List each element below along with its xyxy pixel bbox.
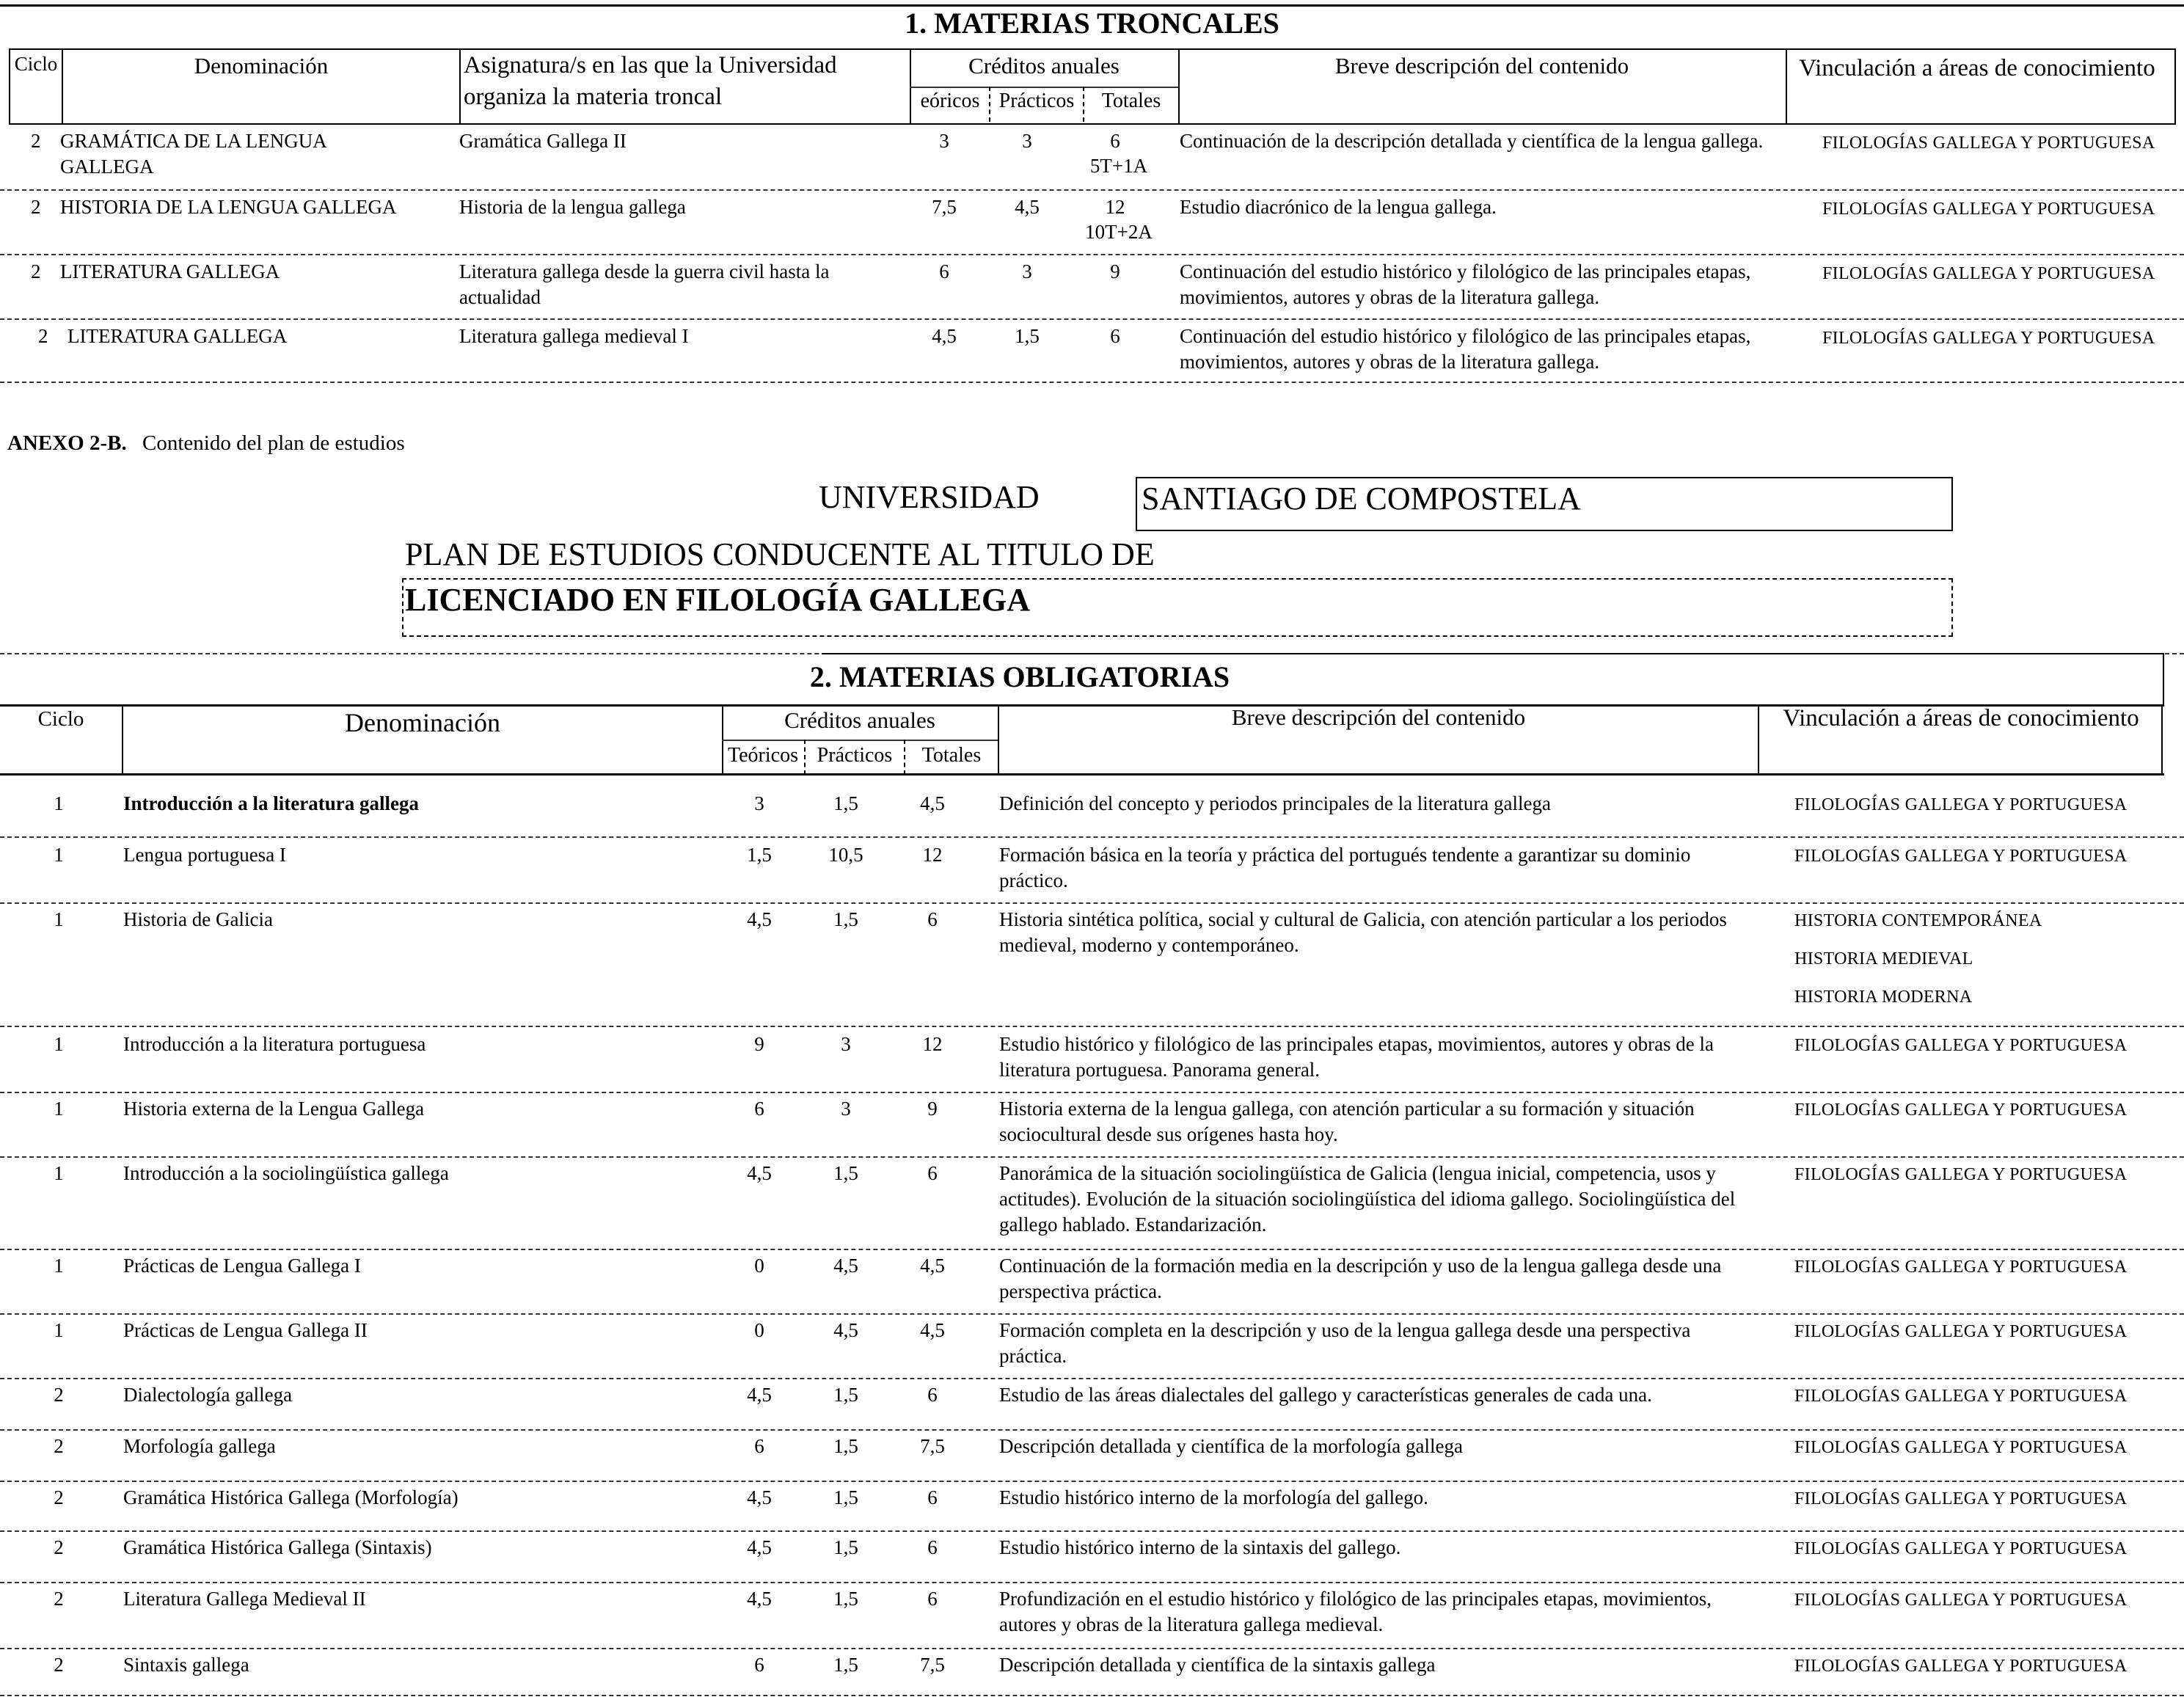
row-practicos: 1,5 <box>833 1536 858 1558</box>
anexo-line <box>7 431 405 456</box>
row-ciclo: 2 <box>54 1536 64 1558</box>
row-divider <box>0 836 2184 838</box>
row-ciclo: 1 <box>54 844 64 866</box>
table-row <box>0 904 2184 1026</box>
row-totales: 6 <box>927 1536 938 1558</box>
row-denominacion: Prácticas de Lengua Gallega I <box>123 1255 361 1277</box>
row-ciclo: 1 <box>54 908 64 930</box>
row-totales: 6 <box>1110 130 1120 152</box>
row-descripcion: Historia externa de la lengua gallega, con atención particular a su formación y situación sociocultural desde sus orígenes hasta hoy. <box>999 1098 1695 1146</box>
grid-line <box>0 773 2164 775</box>
row-descripcion: Estudio de las áreas dialectales del gallego y características generales de cada una. <box>999 1384 1652 1406</box>
section-2-title-wrap <box>0 654 2184 700</box>
plan-value: LICENCIADO EN FILOLOGÍA GALLEGA <box>405 582 1031 618</box>
section-2-title: 2. MATERIAS OBLIGATORIAS <box>809 660 1230 693</box>
row-teoricos: 0 <box>754 1255 764 1277</box>
row-teoricos: 6 <box>754 1098 764 1120</box>
row-ciclo: 2 <box>31 130 41 152</box>
row-totales: 9 <box>1110 260 1120 282</box>
row-totales: 6 <box>927 1162 938 1184</box>
header-asignaturas: Asignatura/s en las que la Universidad organiza la materia troncal <box>464 52 837 110</box>
grid-line <box>1758 704 1759 775</box>
row-divider <box>0 382 2184 383</box>
row-denominacion: Morfología gallega <box>123 1435 276 1457</box>
row-practicos: 3 <box>1022 130 1032 152</box>
table-row <box>0 1315 2184 1378</box>
row-practicos: 3 <box>841 1098 851 1120</box>
row-area: FILOLOGÍAS GALLEGA Y PORTUGUESA <box>1794 847 2128 866</box>
row-practicos: 10,5 <box>828 844 863 866</box>
row-ciclo: 2 <box>54 1486 64 1508</box>
row-totales: 6 <box>927 1588 938 1610</box>
row-practicos: 1,5 <box>1015 325 1040 347</box>
row-teoricos: 6 <box>939 260 949 282</box>
row-area: HISTORIA MEDIEVAL <box>1794 949 1973 968</box>
header-creditos: Créditos anuales <box>968 53 1120 79</box>
header-totales: Totales <box>921 744 982 767</box>
grid-line <box>910 87 1178 88</box>
row-area: HISTORIA MODERNA <box>1794 988 1973 1007</box>
row-teoricos: 6 <box>754 1654 764 1676</box>
row-area: FILOLOGÍAS GALLEGA Y PORTUGUESA <box>1794 1036 2128 1055</box>
header-teoricos: eóricos <box>920 90 980 112</box>
row-denominacion: Introducción a la sociolingüística gallega <box>123 1162 449 1184</box>
row-totales: 6 <box>1110 325 1120 347</box>
row-ciclo: 2 <box>54 1654 64 1676</box>
row-ciclo: 1 <box>54 1033 64 1055</box>
row-ciclo: 1 <box>54 1319 64 1341</box>
row-denominacion: Literatura Gallega Medieval II <box>123 1588 366 1610</box>
anexo-text: Contenido del plan de estudios <box>142 431 405 455</box>
row-denominacion: Introducción a la literatura gallega <box>123 792 419 814</box>
grid-line <box>2161 704 2163 775</box>
row-totales: 4,5 <box>920 792 945 814</box>
row-teoricos: 4,5 <box>747 908 772 930</box>
row-totales: 7,5 <box>920 1435 945 1457</box>
row-ciclo: 1 <box>54 792 64 814</box>
row-ciclo: 2 <box>54 1588 64 1610</box>
header-totales: Totales <box>1101 90 1161 112</box>
row-area: FILOLOGÍAS GALLEGA Y PORTUGUESA <box>1822 134 2155 153</box>
header-practicos: Prácticos <box>817 744 893 767</box>
row-practicos: 4,5 <box>1015 196 1040 218</box>
row-denominacion: Historia de Galicia <box>123 908 273 930</box>
row-teoricos: 4,5 <box>747 1536 772 1558</box>
universidad-label: UNIVERSIDAD <box>819 479 1040 515</box>
row-descripcion: Continuación del estudio histórico y filológico de las principales etapas, movimientos, autores y obras de la literatura gallega. <box>1180 260 1751 309</box>
row-descripcion: Continuación de la formación media en la descripción y uso de la lengua gallega desde una perspectiva práctica. <box>999 1255 1722 1303</box>
row-denominacion: Sintaxis gallega <box>123 1654 249 1676</box>
row-descripcion: Definición del concepto y periodos principales de la literatura gallega <box>999 792 1551 814</box>
row-practicos: 3 <box>841 1033 851 1055</box>
row-teoricos: 4,5 <box>932 325 957 347</box>
row-asignatura: Literatura gallega medieval I <box>459 325 689 347</box>
row-divider <box>0 318 2184 320</box>
table-row <box>0 1158 2184 1249</box>
row-denominacion: Prácticas de Lengua Gallega II <box>123 1319 368 1341</box>
row-teoricos: 9 <box>754 1033 764 1055</box>
table-row <box>0 1583 2184 1648</box>
header-teoricos: Teóricos <box>727 744 798 767</box>
row-ciclo: 2 <box>31 196 41 218</box>
header-denominacion: Denominación <box>345 708 500 737</box>
table-row <box>0 1093 2184 1156</box>
row-area: FILOLOGÍAS GALLEGA Y PORTUGUESA <box>1794 795 2128 814</box>
row-denominacion: Lengua portuguesa I <box>123 844 286 866</box>
row-descripcion: Descripción detallada y científica de la morfología gallega <box>999 1435 1463 1457</box>
header-ciclo: Ciclo <box>14 53 58 75</box>
row-asignatura: Gramática Gallega II <box>459 130 627 152</box>
row-denominacion: Gramática Histórica Gallega (Morfología) <box>123 1486 459 1508</box>
row-practicos: 4,5 <box>833 1319 858 1341</box>
table-row <box>0 1532 2184 1582</box>
row-practicos: 3 <box>1022 260 1032 282</box>
row-ciclo: 1 <box>54 1255 64 1277</box>
row-totales-detail: 10T+2A <box>1085 221 1153 243</box>
row-ciclo: 1 <box>54 1162 64 1184</box>
row-teoricos: 7,5 <box>932 196 957 218</box>
row-divider <box>0 1695 2184 1696</box>
row-practicos: 1,5 <box>833 1162 858 1184</box>
row-teoricos: 3 <box>754 792 764 814</box>
row-practicos: 1,5 <box>833 1654 858 1676</box>
row-totales: 12 <box>922 1033 943 1055</box>
row-asignatura: Literatura gallega desde la guerra civil hasta la actualidad <box>459 260 830 309</box>
row-descripcion: Continuación de la descripción detallada y científica de la lengua gallega. <box>1180 130 1764 152</box>
row-totales: 12 <box>922 844 943 866</box>
row-denominacion: Dialectología gallega <box>123 1384 293 1406</box>
row-area: FILOLOGÍAS GALLEGA Y PORTUGUESA <box>1794 1591 2128 1610</box>
row-descripcion: Estudio diacrónico de la lengua gallega. <box>1180 196 1497 218</box>
grid-line <box>459 48 461 125</box>
row-area: FILOLOGÍAS GALLEGA Y PORTUGUESA <box>1822 329 2155 348</box>
table-row <box>0 321 2184 380</box>
row-denominacion: LITERATURA GALLEGA <box>60 260 280 282</box>
row-totales: 6 <box>927 1384 938 1406</box>
section-1-title: 1. MATERIAS TRONCALES <box>905 7 1279 40</box>
row-teoricos: 3 <box>939 130 949 152</box>
table-row <box>0 1649 2184 1695</box>
row-area: FILOLOGÍAS GALLEGA Y PORTUGUESA <box>1822 200 2155 219</box>
header-ciclo: Ciclo <box>37 707 84 731</box>
row-descripcion: Panorámica de la situación sociolingüística de Galicia (lengua inicial, competencia, usos y actitudes). Evolución de la situación sociolingüística del idioma gallego. Sociolingüística del gallego hablado. Estandarización. <box>999 1162 1736 1236</box>
row-denominacion: HISTORIA DE LA LENGUA GALLEGA <box>60 196 397 218</box>
row-area: FILOLOGÍAS GALLEGA Y PORTUGUESA <box>1794 1438 2128 1457</box>
row-practicos: 1,5 <box>833 1384 858 1406</box>
row-area: FILOLOGÍAS GALLEGA Y PORTUGUESA <box>1794 1489 2128 1508</box>
row-denominacion: Gramática Histórica Gallega (Sintaxis) <box>123 1536 432 1558</box>
plan-label: PLAN DE ESTUDIOS CONDUCENTE AL TITULO DE <box>405 536 1155 572</box>
row-totales: 4,5 <box>920 1255 945 1277</box>
row-area: HISTORIA CONTEMPORÁNEA <box>1794 911 2042 930</box>
table-row <box>0 1029 2184 1092</box>
row-teoricos: 0 <box>754 1319 764 1341</box>
table-row <box>0 1379 2184 1429</box>
row-descripcion: Profundización en el estudio histórico y filológico de las principales etapas, movimientos, autores y obras de la literatura gallega medieval. <box>999 1588 1712 1636</box>
row-denominacion: Historia externa de la Lengua Gallega <box>123 1098 425 1120</box>
row-teoricos: 6 <box>754 1435 764 1457</box>
table-row <box>0 126 2184 189</box>
row-descripcion: Historia sintética política, social y cultural de Galicia, con atención particular a los periodos medieval, moderno y contemporáneo. <box>999 908 1727 957</box>
row-descripcion: Continuación del estudio histórico y filológico de las principales etapas, movimientos, autores y obras de la literatura gallega. <box>1180 325 1751 373</box>
row-asignatura: Historia de la lengua gallega <box>459 196 686 218</box>
header-practicos: Prácticos <box>998 90 1075 112</box>
row-descripcion: Estudio histórico y filológico de las principales etapas, movimientos, autores y obras de la literatura portuguesa. Panorama general. <box>999 1033 1714 1081</box>
row-descripcion: Formación completa en la descripción y uso de la lengua gallega desde una perspectiva práctica. <box>999 1319 1691 1368</box>
row-totales: 6 <box>927 908 938 930</box>
row-area: FILOLOGÍAS GALLEGA Y PORTUGUESA <box>1794 1101 2128 1120</box>
row-totales-detail: 5T+1A <box>1089 155 1148 177</box>
row-practicos: 1,5 <box>833 1486 858 1508</box>
row-denominacion: GRAMÁTICA DE LA LENGUA GALLEGA <box>60 130 326 178</box>
row-area: FILOLOGÍAS GALLEGA Y PORTUGUESA <box>1822 264 2155 283</box>
row-ciclo: 2 <box>54 1384 64 1406</box>
table-row <box>0 192 2184 254</box>
row-denominacion: LITERATURA GALLEGA <box>67 325 288 347</box>
row-descripcion: Descripción detallada y científica de la sintaxis gallega <box>999 1654 1436 1676</box>
table-row <box>0 257 2184 318</box>
table-row <box>0 839 2184 902</box>
row-totales: 9 <box>927 1098 938 1120</box>
anexo-label: ANEXO 2-B. <box>7 431 127 455</box>
row-ciclo: 2 <box>31 260 41 282</box>
row-area: FILOLOGÍAS GALLEGA Y PORTUGUESA <box>1794 1539 2128 1558</box>
table-row <box>0 1482 2184 1530</box>
row-practicos: 1,5 <box>833 792 858 814</box>
row-ciclo: 2 <box>54 1435 64 1457</box>
row-teoricos: 4,5 <box>747 1162 772 1184</box>
grid-line <box>1786 48 1787 125</box>
header-vinculacion: Vinculación a áreas de conocimiento <box>1799 55 2155 81</box>
row-divider <box>0 1026 2184 1027</box>
row-practicos: 1,5 <box>833 1588 858 1610</box>
row-totales: 7,5 <box>920 1654 945 1676</box>
table-row <box>0 1250 2184 1313</box>
header-vinculacion: Vinculación a áreas de conocimiento <box>1783 705 2139 731</box>
row-practicos: 4,5 <box>833 1255 858 1277</box>
row-divider <box>0 189 2184 191</box>
table-row <box>0 1431 2184 1481</box>
row-area: FILOLOGÍAS GALLEGA Y PORTUGUESA <box>1794 1387 2128 1406</box>
header-creditos: Créditos anuales <box>784 707 935 733</box>
grid-line <box>722 740 998 741</box>
row-ciclo: 1 <box>54 1098 64 1120</box>
row-ciclo: 2 <box>38 325 48 347</box>
row-denominacion: Introducción a la literatura portuguesa <box>123 1033 426 1055</box>
row-teoricos: 4,5 <box>747 1588 772 1610</box>
row-area: FILOLOGÍAS GALLEGA Y PORTUGUESA <box>1794 1322 2128 1341</box>
row-teoricos: 4,5 <box>747 1486 772 1508</box>
table-row <box>0 788 2184 836</box>
row-descripcion: Estudio histórico interno de la morfología del gallego. <box>999 1486 1428 1508</box>
row-totales: 4,5 <box>920 1319 945 1341</box>
row-descripcion: Formación básica en la teoría y práctica del portugués tendente a garantizar su dominio práctico. <box>999 844 1691 892</box>
row-descripcion: Estudio histórico interno de la sintaxis del gallego. <box>999 1536 1401 1558</box>
row-teoricos: 4,5 <box>747 1384 772 1406</box>
header-descripcion: Breve descripción del contenido <box>1231 704 1526 730</box>
header-denominacion: Denominación <box>194 53 329 79</box>
row-totales: 6 <box>927 1486 938 1508</box>
row-practicos: 1,5 <box>833 1435 858 1457</box>
row-area: FILOLOGÍAS GALLEGA Y PORTUGUESA <box>1794 1657 2128 1676</box>
row-area: FILOLOGÍAS GALLEGA Y PORTUGUESA <box>1794 1165 2128 1184</box>
row-teoricos: 1,5 <box>747 844 772 866</box>
universidad-value: SANTIAGO DE COMPOSTELA <box>1142 481 1581 517</box>
row-divider <box>0 254 2184 255</box>
row-area: FILOLOGÍAS GALLEGA Y PORTUGUESA <box>1794 1258 2128 1277</box>
header-descripcion: Breve descripción del contenido <box>1334 53 1629 79</box>
row-totales: 12 <box>1105 196 1125 218</box>
row-practicos: 1,5 <box>833 908 858 930</box>
